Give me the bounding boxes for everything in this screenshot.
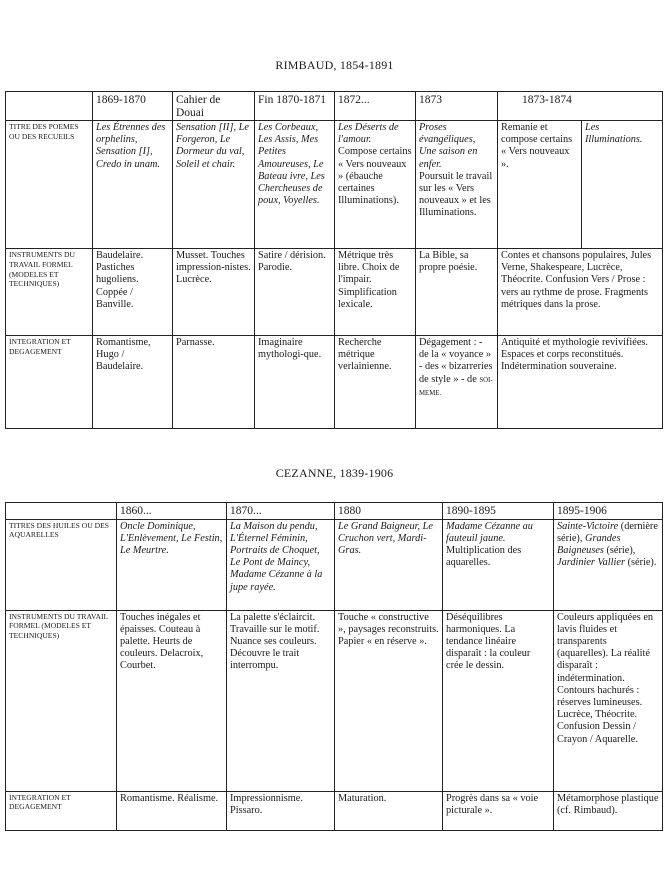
table-cell: Maturation. [335, 791, 443, 830]
table-cell: La palette s'éclaircit. Travaille sur le motif. Nuance ses couleurs. Découvre le trait interrompu. [227, 610, 335, 791]
row-label: TITRE DES POEMES OU DES RECUEILS [6, 121, 93, 249]
cell-text: Dégagement : - de la « voyance » - des « bizarreries de style » - de [419, 337, 493, 385]
period-header: 1873-1874 [498, 92, 663, 121]
period-header: 1869-1870 [93, 92, 173, 121]
rimbaud-integration-row [6, 336, 663, 429]
row-label: TITRES DES HUILES OU DES AQUARELLES [6, 519, 117, 610]
header-empty-cell [6, 503, 117, 520]
period-header: Cahier de Douai [173, 92, 255, 121]
period-header: 1895-1906 [554, 503, 663, 520]
table-cell: Oncle Dominique, L'Enlèvement, Le Festin, Le Meurtre. [117, 519, 227, 610]
table-cell: Métrique très libre. Choix de l'impair. Simplification lexicale. [335, 249, 416, 336]
cezanne-header-row [6, 503, 663, 520]
row-label: INTEGRATION ET DEGAGEMENT [6, 336, 93, 429]
period-header: 1870... [227, 503, 335, 520]
table-cell [554, 519, 663, 610]
table-cell: Touche « constructive », paysages reconstruits. Papier « en réserve ». [335, 610, 443, 791]
period-header: 1890-1895 [443, 503, 554, 520]
table-cell [416, 121, 498, 249]
table-cell: Romantisme, Hugo / Baudelaire. [93, 336, 173, 429]
table-cell: Sensation [II], Le Forgeron, Le Dormeur du val, Soleil et chair. [173, 121, 255, 249]
table-cell: Antiquité et mythologie revivifiées. Espaces et corps reconstitués. Indétermination souveraine. [498, 336, 663, 429]
table-cell: Déséquilibres harmoniques. La tendance linéaire disparaît : la couleur crée le dessin. [443, 610, 554, 791]
table-cell [416, 336, 498, 429]
row-label: INSTRUMENTS DU TRAVAIL FORMEL (MODELES ET TECHNIQUES) [6, 610, 117, 791]
table-cell [335, 121, 416, 249]
period-header: 1872... [335, 92, 416, 121]
cezanne-table [5, 502, 663, 831]
rimbaud-title: RIMBAUD, 1854-1891 [275, 58, 394, 72]
cell-text: Poursuit le travail sur les « Vers nouveaux » et les Illuminations. [419, 170, 493, 219]
table-cell: Recherche métrique verlainienne. [335, 336, 416, 429]
table-cell: Parnasse. [173, 336, 255, 429]
table-cell [443, 519, 554, 610]
cell-italic-text: Sainte-Victoire [557, 520, 619, 532]
row-label: INTEGRATION ET DEGAGEMENT [6, 791, 117, 830]
period-header: 1873 [416, 92, 498, 121]
cezanne-instruments-row [6, 610, 663, 791]
table-cell: Métamorphose plastique (cf. Rimbaud). [554, 791, 663, 830]
table-cell: Le Grand Baigneur, Le Cruchon vert, Mardi-Gras. [335, 519, 443, 610]
table-cell: Romantisme. Réalisme. [117, 791, 227, 830]
table-cell: La Maison du pendu, L'Éternel Féminin, Portraits de Choquet, Le Pont de Maincy, Madame Cézanne à la jupe rayée. [227, 519, 335, 610]
cell-text: Compose certains « Vers nouveaux » (ébauche certaines Illuminations). [338, 146, 412, 207]
rimbaud-header-row [6, 92, 663, 121]
rimbaud-titres-row [6, 121, 663, 249]
table-cell: Les Étrennes des orphelins, Sensation [I], Credo in unam. [93, 121, 173, 249]
row-label: INSTRUMENTS DU TRAVAIL FORMEL (MODELES ET TECHNIQUES) [6, 249, 93, 336]
table-cell: Baudelaire. Pastiches hugoliens. Coppée / Banville. [93, 249, 173, 336]
table-cell: Les Illuminations. [582, 121, 663, 249]
cell-italic-text: Grandes Baigneuses [557, 532, 621, 556]
cell-italic-text: Jardinier Vallier [557, 557, 625, 569]
cell-text: Multiplication des aquarelles. [446, 544, 522, 569]
cell-italic-text: Les Déserts de l'amour. [338, 122, 399, 146]
table-cell: Touches inégales et épaisses. Couteau à palette. Heurts de couleurs. Delacroix, Courbet. [117, 610, 227, 791]
period-header: Fin 1870-1871 [255, 92, 335, 121]
cell-text: (série), [606, 544, 636, 556]
header-empty-cell [6, 92, 93, 121]
cezanne-titres-row [6, 519, 663, 610]
rimbaud-table [5, 91, 663, 429]
rimbaud-instruments-row [6, 249, 663, 336]
cell-text: (dernière série), [557, 520, 658, 544]
table-cell: Couleurs appliquées en lavis fluides et transparents (aquarelles). La réalité disparaît : indétermination. Contours hachurés : réserves lumineuses. Lucrèce, Théocrite. Confusion Dessin / Crayon / Aquarelle. [554, 610, 663, 791]
table-cell: Musset. Touches impression-nistes. Lucrèce. [173, 249, 255, 336]
cell-small-caps-text: SOI-MEME. [419, 376, 493, 397]
table-cell: Satire / dérision. Parodie. [255, 249, 335, 336]
table-cell: Impressionnisme. Pissaro. [227, 791, 335, 830]
table-cell: Contes et chansons populaires, Jules Verne, Shakespeare, Lucrèce, Théocrite. Confusion Vers / Prose : vers au rythme de prose. Fragments métriques dans la prose. [498, 249, 663, 336]
cezanne-title: CEZANNE, 1839-1906 [275, 466, 394, 480]
table-cell: La Bible, sa propre poésie. [416, 249, 498, 336]
cezanne-integration-row [6, 791, 663, 830]
cell-italic-text: Madame Cézanne au fauteuil jaune. [446, 520, 533, 544]
period-header: 1880 [335, 503, 443, 520]
period-header: 1860... [117, 503, 227, 520]
cell-italic-text: Proses évangéliques, Une saison en enfer. [419, 122, 478, 170]
cell-text: (série). [627, 557, 657, 569]
table-cell: Remanie et compose certains « Vers nouveaux ». [498, 121, 582, 249]
table-cell: Imaginaire mythologi-que. [255, 336, 335, 429]
table-cell: Progrès dans sa « voie picturale ». [443, 791, 554, 830]
table-cell: Les Corbeaux, Les Assis, Mes Petites Amoureuses, Le Bateau ivre, Les Chercheuses de poux, Voyelles. [255, 121, 335, 249]
